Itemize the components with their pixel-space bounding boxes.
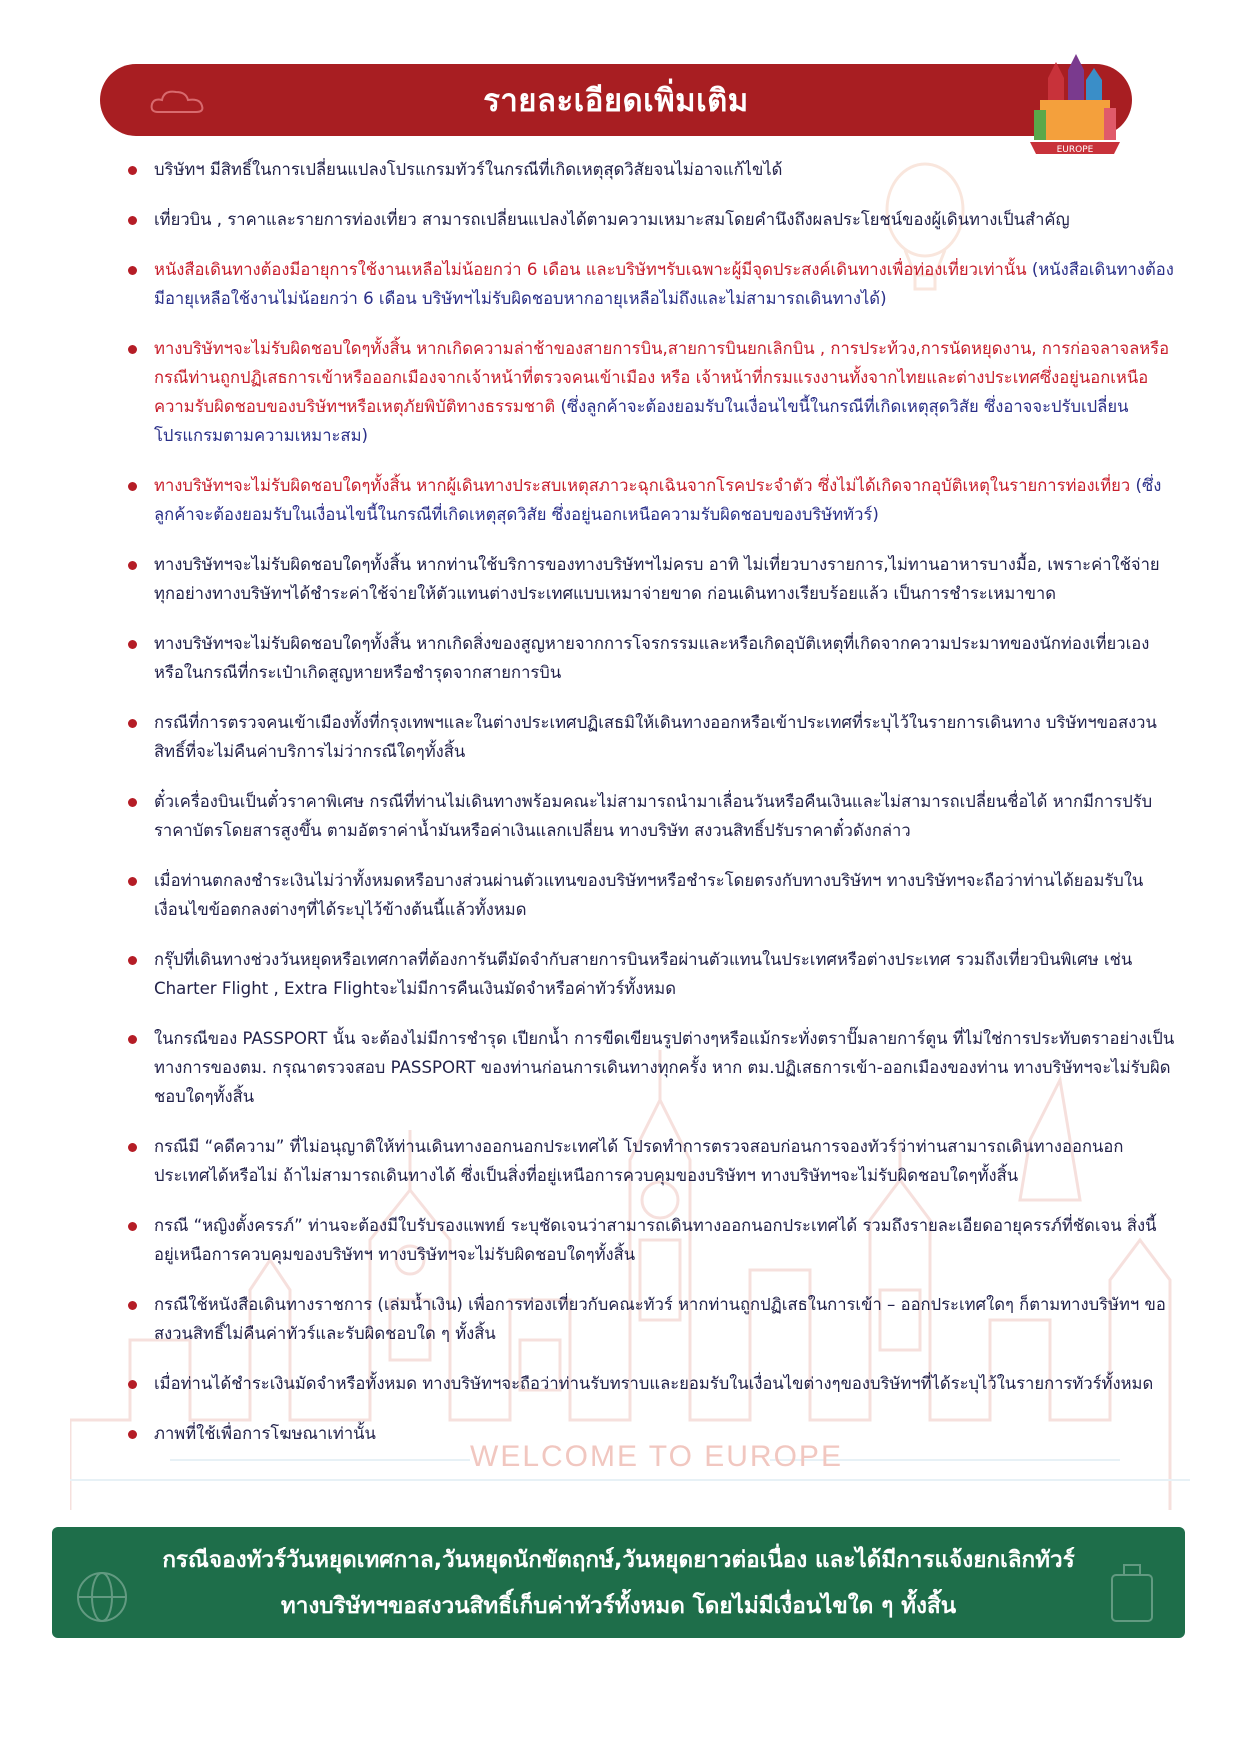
item-text: (ซึ่งลูกค้าจะต้องยอมรับในเงื่อนไขนี้ในกรณีที่เกิดเหตุสุดวิสัย ซึ่งอยู่นอกเหนือความรับผิดชอบของบริษัททัวร์) bbox=[154, 476, 1162, 524]
item-text: ภาพที่ใช้เพื่อการโฆษณาเท่านั้น bbox=[154, 1424, 376, 1443]
welcome-watermark: WELCOME TO EUROPE bbox=[470, 1440, 843, 1473]
item-text: ทางบริษัทฯจะไม่รับผิดชอบใดๆทั้งสิ้น หากเกิดความล่าช้าของสายการบิน,สายการบินยกเลิกบิน , การประท้วง,การนัดหยุดงาน, การก่อจลาจลหรือกรณีท่านถูกปฏิเสธการเข้าหรือออกเมืองจากเจ้าหน้าที่ตรวจคนเข้าเมือง หรือ เจ้าหน้าที่กรมแรงงานทั้งจากไทยและต่างประเทศซึ่งอยู่นอกเหนือความรับผิดชอบของบริษัทฯหรือเหตุภัยพิบัติทางธรรมชาติ bbox=[154, 339, 1170, 416]
bullet-icon bbox=[128, 266, 137, 275]
bullet-icon bbox=[128, 1380, 137, 1389]
item-text: ทางบริษัทฯจะไม่รับผิดชอบใดๆทั้งสิ้น หากผู้เดินทางประสบเหตุสภาวะฉุกเฉินจากโรคประจำตัว ซึ่งไม่ได้เกิดจากอุบัติเหตุในรายการท่องเที่ยว bbox=[154, 476, 1136, 495]
item-text: (หนังสือเดินทางต้องมีอายุเหลือใช้งานไม่น้อยกว่า 6 เดือน บริษัทฯไม่รับผิดชอบหากอายุเหลือไม่ถึงและไม่สามารถเดินทางได้) bbox=[154, 260, 1174, 308]
list-item bbox=[126, 629, 1176, 687]
item-text: หนังสือเดินทางต้องมีอายุการใช้งานเหลือไม่น้อยกว่า 6 เดือน และบริษัทฯรับเฉพาะผู้มีจุดประสงค์เดินทางเพื่อท่องเที่ยวเท่านั้น bbox=[154, 260, 1032, 279]
list-item bbox=[126, 1290, 1176, 1348]
list-item bbox=[126, 471, 1176, 529]
item-text: กรณีใช้หนังสือเดินทางราชการ (เล่มน้ำเงิน) เพื่อการท่องเที่ยวกับคณะทัวร์ หากท่านถูกปฏิเสธในการเข้า – ออกประเทศใดๆ ก็ตามทางบริษัทฯ ขอสงวนสิทธิ์ไม่คืนค่าทัวร์และรับผิดชอบใด ๆ ทั้งสิ้น bbox=[154, 1295, 1166, 1343]
list-item bbox=[126, 205, 1176, 234]
page-title: รายละเอียดเพิ่มเติม bbox=[483, 83, 749, 119]
bullet-icon bbox=[128, 719, 137, 728]
bullet-icon bbox=[128, 482, 137, 491]
item-text: (ซึ่งลูกค้าจะต้องยอมรับในเงื่อนไขนี้ในกรณีที่เกิดเหตุสุดวิสัย ซึ่งอาจจะปรับเปลี่ยนโปรแกรมตามความเหมาะสม) bbox=[154, 397, 1129, 445]
list-item bbox=[126, 550, 1176, 608]
footer-line-2: ทางบริษัทฯขอสงวนสิทธิ์เก็บค่าทัวร์ทั้งหมด โดยไม่มีเงื่อนไขใด ๆ ทั้งสิ้น bbox=[280, 1592, 957, 1619]
list-item bbox=[126, 708, 1176, 766]
bullet-icon bbox=[128, 1301, 137, 1310]
bullet-icon bbox=[128, 956, 137, 965]
item-text: กรุ๊ปที่เดินทางช่วงวันหยุดหรือเทศกาลที่ต้องการันตีมัดจำกับสายการบินหรือผ่านตัวแทนในประเทศหรือต่างประเทศ รวมถึงเที่ยวบินพิเศษ เช่น Charter Flight , Extra Flightจะไม่มีการคืนเงินมัดจำหรือค่าทัวร์ทั้งหมด bbox=[154, 950, 1133, 998]
list-item bbox=[126, 1132, 1176, 1190]
bullet-icon bbox=[128, 798, 137, 807]
luggage-icon bbox=[1102, 1557, 1162, 1627]
list-item bbox=[126, 1024, 1176, 1111]
badge-text: EUROPE bbox=[1056, 145, 1094, 155]
item-text: เที่ยวบิน , ราคาและรายการท่องเที่ยว สามารถเปลี่ยนแปลงได้ตามความเหมาะสมโดยคำนึงถึงผลประโยชน์ของผู้เดินทางเป็นสำคัญ bbox=[154, 210, 1070, 229]
list-item bbox=[126, 1211, 1176, 1269]
bullet-icon bbox=[128, 877, 137, 886]
item-text: เมื่อท่านได้ชำระเงินมัดจำหรือทั้งหมด ทางบริษัทฯจะถือว่าท่านรับทราบและยอมรับในเงื่อนไขต่างๆของบริษัทฯที่ได้ระบุไว้ในรายการทัวร์ทั้งหมด bbox=[154, 1374, 1154, 1393]
bullet-icon bbox=[128, 1222, 137, 1231]
item-text: กรณีที่การตรวจคนเข้าเมืองทั้งที่กรุงเทพฯและในต่างประเทศปฏิเสธมิให้เดินทางออกหรือเข้าประเทศที่ระบุไว้ในรายการเดินทาง บริษัทฯขอสงวนสิทธิ์ที่จะไม่คืนค่าบริการไม่ว่ากรณีใดๆทั้งสิ้น bbox=[154, 713, 1157, 761]
bullet-icon bbox=[128, 345, 137, 354]
list-item bbox=[126, 255, 1176, 313]
bullet-icon bbox=[128, 561, 137, 570]
globe-icon bbox=[72, 1567, 132, 1627]
list-item bbox=[126, 1419, 1176, 1448]
bullet-icon bbox=[128, 1143, 137, 1152]
item-text: ตั๋วเครื่องบินเป็นตั๋วราคาพิเศษ กรณีที่ท่านไม่เดินทางพร้อมคณะไม่สามารถนำมาเลื่อนวันหรือคืนเงินและไม่สามารถเปลี่ยนชื่อได้ หากมีการปรับราคาบัตรโดยสารสูงขึ้น ตามอัตราค่าน้ำมันหรือค่าเงินแลกเปลี่ยน ทางบริษัท สงวนสิทธิ์ปรับราคาตั๋วดังกล่าว bbox=[154, 792, 1153, 840]
list-item bbox=[126, 334, 1176, 450]
list-item bbox=[126, 945, 1176, 1003]
list-item bbox=[126, 787, 1176, 845]
item-text: กรณี “หญิงตั้งครรภ์” ท่านจะต้องมีใบรับรองแพทย์ ระบุชัดเจนว่าสามารถเดินทางออกนอกประเทศได้ รวมถึงรายละเอียดอายุครรภ์ที่ชัดเจน สิ่งนี้อยู่เหนือการควบคุมของบริษัทฯ ทางบริษัทฯจะไม่รับผิดชอบใดๆทั้งสิ้น bbox=[154, 1216, 1157, 1264]
bullet-icon bbox=[128, 1035, 137, 1044]
bullet-icon bbox=[128, 166, 137, 175]
list-item bbox=[126, 1369, 1176, 1398]
item-text: กรณีมี “คดีความ” ที่ไม่อนุญาติให้ท่านเดินทางออกนอกประเทศได้ โปรดทำการตรวจสอบก่อนการจองทัวร์ว่าท่านสามารถเดินทางออกนอกประเทศได้หรือไม่ ถ้าไม่สามารถเดินทางได้ ซึ่งเป็นสิ่งที่อยู่เหนือการควบคุมของบริษัทฯ ทางบริษัทฯจะไม่รับผิดชอบใดๆทั้งสิ้น bbox=[154, 1137, 1124, 1185]
item-text: ทางบริษัทฯจะไม่รับผิดชอบใดๆทั้งสิ้น หากท่านใช้บริการของทางบริษัทฯไม่ครบ อาทิ ไม่เที่ยวบางรายการ,ไม่ทานอาหารบางมื้อ, เพราะค่าใช้จ่ายทุกอย่างทางบริษัทฯได้ชำระค่าใช้จ่ายให้ตัวแทนต่างประเทศแบบเหมาจ่ายขาด ก่อนเดินทางเรียบร้อยแล้ว เป็นการชำระเหมาขาด bbox=[154, 555, 1160, 603]
terms-list bbox=[126, 155, 1176, 1469]
bullet-icon bbox=[128, 640, 137, 649]
item-text: เมื่อท่านตกลงชำระเงินไม่ว่าทั้งหมดหรือบางส่วนผ่านตัวแทนของบริษัทฯหรือชำระโดยตรงกับทางบริษัทฯ ทางบริษัทฯจะถือว่าท่านได้ยอมรับในเงื่อนไขข้อตกลงต่างๆที่ได้ระบุไว้ข้างต้นนี้แล้วทั้งหมด bbox=[154, 871, 1144, 919]
item-text: บริษัทฯ มีสิทธิ์ในการเปลี่ยนแปลงโปรแกรมทัวร์ในกรณีที่เกิดเหตุสุดวิสัยจนไม่อาจแก้ไขได้ bbox=[154, 160, 783, 179]
header-banner bbox=[100, 64, 1132, 136]
item-text: ในกรณีของ PASSPORT นั้น จะต้องไม่มีการชำรุด เปียกน้ำ การขีดเขียนรูปต่างๆหรือแม้กระทั่งตราปั๊มลายการ์ตูน ที่ไม่ใช่การประทับตราอย่างเป็นทางการของตม. กรุณาตรวจสอบ PASSPORT ของท่านก่อนการเดินทางทุกครั้ง หาก ตม.ปฏิเสธการเข้า-ออกเมืองของท่าน ทางบริษัทฯจะไม่รับผิดชอบใดๆทั้งสิ้น bbox=[154, 1029, 1175, 1106]
bullet-icon bbox=[128, 1430, 137, 1439]
item-text: ทางบริษัทฯจะไม่รับผิดชอบใดๆทั้งสิ้น หากเกิดสิ่งของสูญหายจากการโจรกรรมและหรือเกิดอุบัติเหตุที่เกิดจากความประมาทของนักท่องเที่ยวเองหรือในกรณีที่กระเป๋าเกิดสูญหายหรือชำรุดจากสายการบิน bbox=[154, 634, 1150, 682]
list-item bbox=[126, 866, 1176, 924]
cloud-icon bbox=[148, 86, 208, 116]
list-item bbox=[126, 155, 1176, 184]
footer-line-1: กรณีจองทัวร์วันหยุดเทศกาล,วันหยุดนักขัตฤกษ์,วันหยุดยาวต่อเนื่อง และได้มีการแจ้งยกเลิกทัวร์ bbox=[162, 1546, 1075, 1573]
bullet-icon bbox=[128, 216, 137, 225]
footer-notice bbox=[52, 1527, 1185, 1638]
europe-badge-icon bbox=[1020, 50, 1130, 160]
